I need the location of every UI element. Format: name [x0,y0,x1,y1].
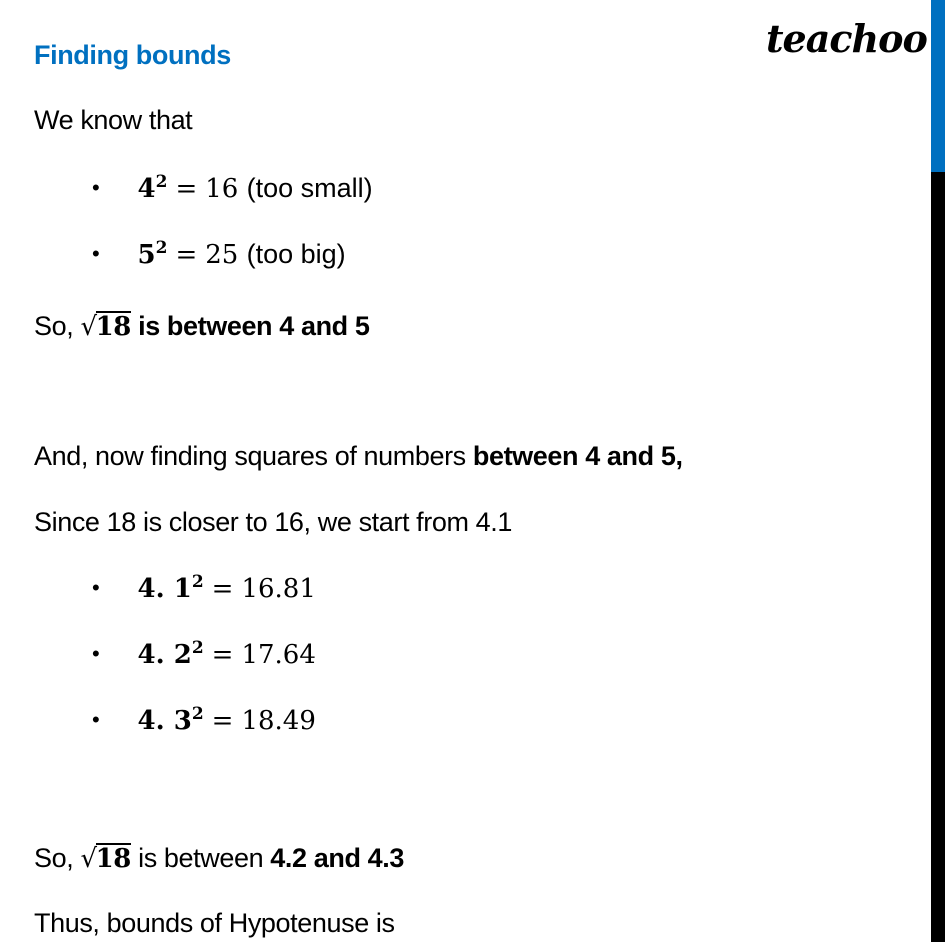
section-heading: Finding bounds [34,40,231,70]
intro-text: We know that [34,105,193,135]
note: (too small) [246,173,373,203]
list-item [92,703,316,741]
math-expression: $5^2 = 25$ [137,238,239,270]
list-item [92,637,316,675]
final-text: Thus, bounds of Hypotenuse is [34,908,395,938]
math-expression: 4. $2^2 = 17.64$ [137,638,316,670]
list-item [92,571,316,609]
slide-edge-bar [931,0,945,945]
math-expression: $4^2 = 16$ [137,172,239,204]
math-expression: 4. $1^2 = 16.81$ [137,572,316,604]
conclusion-line-2: So, √18 is between 4.2 and 4.3 [34,843,404,874]
bullet-icon: • [92,575,100,600]
bullet-icon: • [92,641,100,666]
note: (too big) [246,239,346,269]
next-step-text: And, now finding squares of numbers between 4 and 5, [34,441,683,471]
math-expression: 4. $3^2 = 18.49$ [137,704,316,736]
start-note: Since 18 is closer to 16, we start from 4.1 [34,507,513,537]
list-item [92,171,373,209]
bullet-icon: • [92,241,100,266]
bullet-icon: • [92,175,100,200]
square-root: √18 [80,312,131,342]
edge-bar-black-segment [931,172,945,942]
list-item [92,237,346,275]
teachoo-logo: teachoo [766,16,927,61]
conclusion-line-1: So, √18 is between 4 and 5 [34,311,370,342]
bullet-icon: • [92,707,100,732]
edge-bar-blue-segment [931,0,945,172]
square-root: √18 [80,844,131,874]
